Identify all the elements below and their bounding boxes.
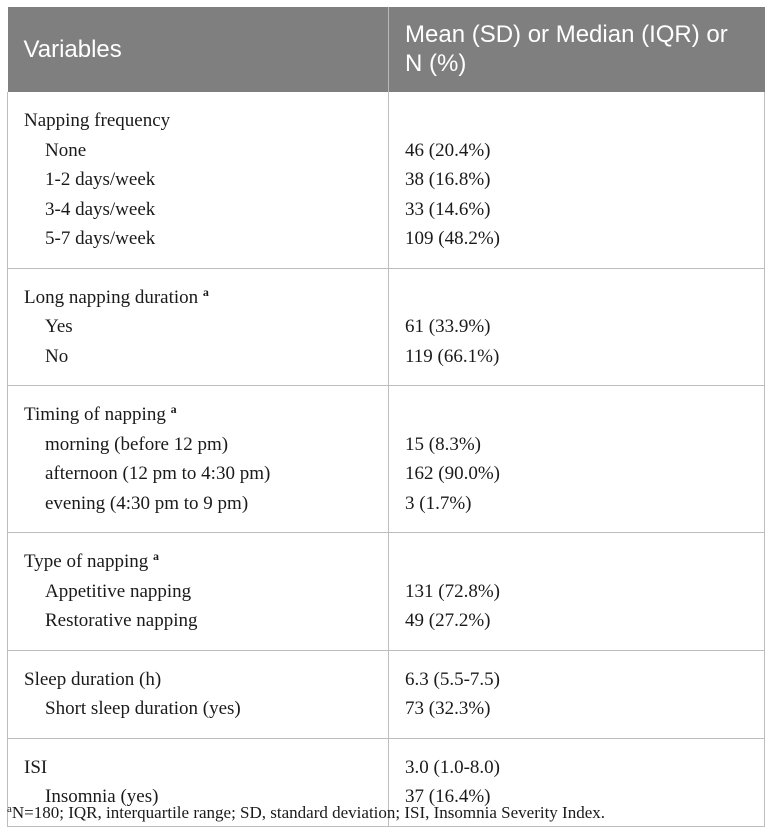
group-title: Napping frequency — [24, 110, 171, 131]
variable-cell — [8, 268, 389, 386]
value-cell — [389, 650, 765, 738]
item-value: 37 (16.4%) — [405, 786, 491, 807]
variable-cell — [8, 650, 389, 738]
value-cell — [389, 386, 765, 533]
group-title: Long napping duration — [24, 286, 199, 308]
footnote-marker: a — [7, 803, 12, 815]
item-label: 3-4 days/week — [45, 198, 156, 220]
group-title: ISI — [24, 756, 48, 778]
value-cell — [389, 92, 765, 268]
item-value: 61 (33.9%) — [405, 316, 491, 337]
item-value: 162 (90.0%) — [405, 463, 500, 484]
item-value: 38 (16.8%) — [405, 169, 491, 190]
item-label: 5-7 days/week — [45, 228, 156, 249]
value-cell — [389, 533, 765, 651]
item-label: Restorative napping — [45, 610, 198, 631]
header-variables: Variables — [8, 7, 389, 92]
footnote-marker: a — [202, 284, 209, 299]
header-statistics: Mean (SD) or Median (IQR) or N (%) — [389, 7, 765, 92]
group-title-wrap — [24, 283, 372, 313]
item-value: 3 (1.7%) — [405, 492, 472, 514]
item-label: afternoon (12 pm to 4:30 pm) — [45, 463, 271, 484]
item-value: 15 (8.3%) — [405, 433, 481, 455]
item-label: 1-2 days/week — [45, 169, 156, 190]
group-title-wrap — [24, 547, 372, 577]
group-value: 3.0 (1.0-8.0) — [405, 756, 500, 778]
item-value: 49 (27.2%) — [405, 610, 491, 631]
item-label: Appetitive napping — [45, 580, 192, 602]
table-row — [8, 268, 765, 386]
variable-cell — [8, 533, 389, 651]
item-value: 131 (72.8%) — [405, 580, 500, 602]
item-label: Short sleep duration (yes) — [45, 698, 241, 719]
table-row — [8, 386, 765, 533]
item-label: morning (before 12 pm) — [45, 433, 229, 455]
table-footnote — [7, 803, 605, 823]
variable-cell — [8, 92, 389, 268]
footnote-marker: a — [153, 549, 160, 563]
item-value: 73 (32.3%) — [405, 698, 491, 719]
footnote-marker: a — [170, 402, 177, 416]
group-value: 6.3 (5.5-7.5) — [405, 668, 500, 690]
group-title: Timing of napping — [24, 404, 166, 425]
item-value: 46 (20.4%) — [405, 139, 491, 161]
group-title: Type of napping — [24, 551, 149, 572]
item-label: evening (4:30 pm to 9 pm) — [45, 492, 249, 514]
item-label: Yes — [45, 316, 73, 337]
item-value: 109 (48.2%) — [405, 228, 500, 249]
item-label: Insomnia (yes) — [45, 786, 159, 807]
variable-cell — [8, 386, 389, 533]
summary-table — [7, 7, 765, 827]
table-row — [8, 533, 765, 651]
group-title-wrap — [24, 400, 372, 430]
footnote-text: N=180; IQR, interquartile range; SD, standard deviation; ISI, Insomnia Severity Index. — [11, 803, 606, 822]
item-label: No — [45, 345, 69, 367]
item-value: 33 (14.6%) — [405, 198, 491, 220]
value-cell — [389, 268, 765, 386]
table-row — [8, 650, 765, 738]
group-title: Sleep duration (h) — [24, 668, 162, 690]
table-header — [8, 7, 765, 92]
item-label: None — [45, 139, 87, 161]
item-value: 119 (66.1%) — [405, 345, 500, 367]
table-row — [8, 92, 765, 268]
